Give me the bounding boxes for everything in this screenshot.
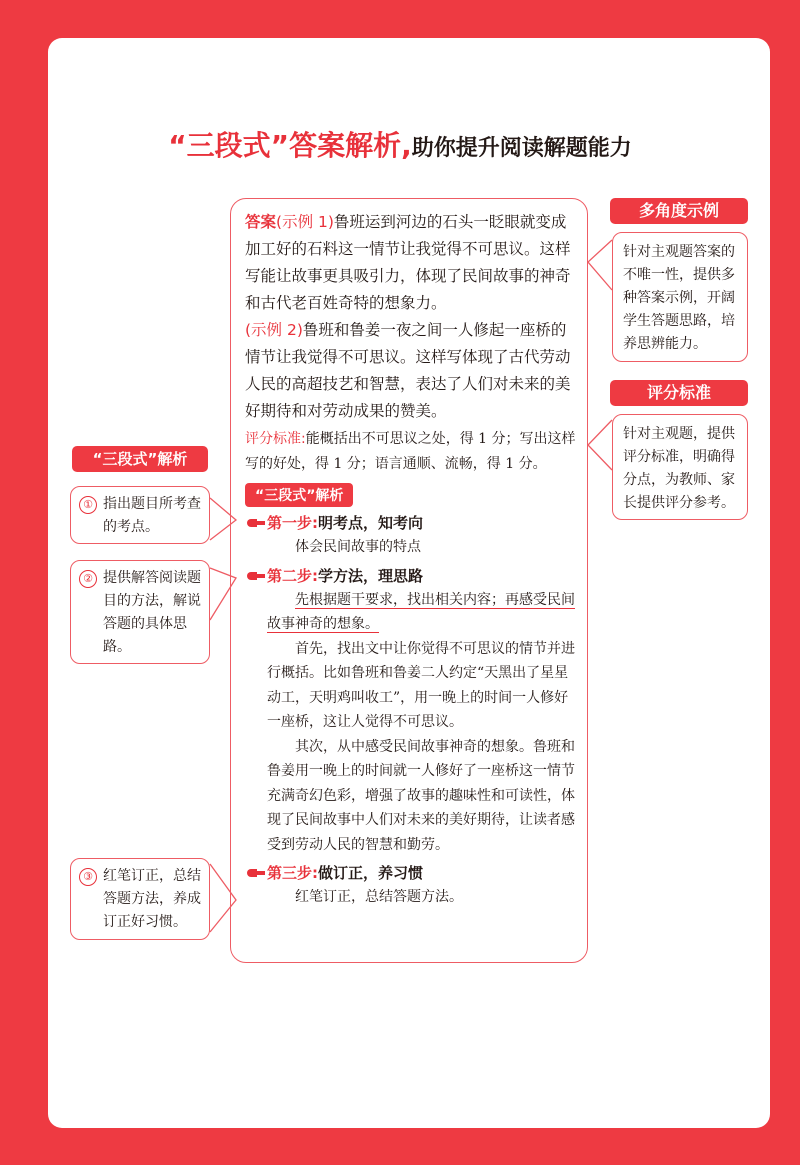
multi-angle-tag: 多角度示例 bbox=[610, 198, 748, 224]
title-black: 助你提升阅读解题能力 bbox=[411, 136, 632, 161]
pin-icon bbox=[247, 519, 257, 527]
score-standard-box: 针对主观题，提供评分标准，明确得分点，为教师、家长提供评分参考。 bbox=[612, 414, 748, 520]
left-item-3-text: 红笔订正，总结答题方法，养成订正好习惯。 bbox=[103, 868, 201, 930]
example-2-label: (示例 2) bbox=[245, 321, 303, 339]
pin-icon bbox=[247, 572, 257, 580]
step-2-num: 第二步: bbox=[267, 566, 318, 585]
step-3-body: 红笔订正，总结答题方法。 bbox=[295, 889, 463, 905]
score-label: 评分标准: bbox=[245, 431, 306, 447]
answer-box bbox=[230, 198, 588, 963]
step-1-heading bbox=[245, 511, 577, 535]
score-standard-tag: 评分标准 bbox=[610, 380, 748, 406]
step-2-underline-text: 先根据题干要求，找出相关内容；再感受民间故事神奇的想象。 bbox=[267, 591, 575, 632]
circle-number-2: ② bbox=[79, 570, 97, 588]
answer-example-2 bbox=[245, 317, 577, 425]
step-1-title: 明考点，知考向 bbox=[318, 514, 424, 532]
multi-angle-box: 针对主观题答案的不唯一性，提供多种答案示例，开阔学生答题思路，培养思辨能力。 bbox=[612, 232, 748, 362]
left-item-3 bbox=[70, 858, 210, 940]
answer-example-1 bbox=[245, 209, 577, 317]
step-2-title: 学方法，理思路 bbox=[318, 566, 424, 585]
example-1-label: (示例 1) bbox=[276, 213, 334, 231]
title-red: “三段式”答案解析, bbox=[168, 129, 412, 162]
example-2-text: 鲁班和鲁姜一夜之间一人修起一座桥的情节让我觉得不可思议。这样写体现了古代劳动人民的高超技艺和智慧，表达了人们对未来的美好期待和对劳动成果的赞美。 bbox=[245, 321, 571, 420]
analysis-tag: “三段式”解析 bbox=[245, 483, 353, 507]
step-1-body: 体会民间故事的特点 bbox=[295, 539, 421, 555]
example-1-text: 鲁班运到河边的石头一眨眼就变成加工好的石料这一情节让我觉得不可思议。这样写能让故事更具吸引力，体现了民间故事的神奇和古代老百姓奇特的想象力。 bbox=[245, 213, 571, 312]
step-3-heading bbox=[245, 861, 577, 885]
step-2-underline bbox=[245, 588, 577, 637]
step-3-num: 第三步: bbox=[267, 864, 318, 882]
step-3-title: 做订正，养习惯 bbox=[318, 864, 424, 882]
left-item-1-text: 指出题目所考查的考点。 bbox=[103, 496, 201, 535]
left-item-2 bbox=[70, 560, 210, 664]
score-criteria bbox=[245, 427, 577, 477]
left-analysis-tag: “三段式”解析 bbox=[72, 446, 208, 472]
circle-number-1: ① bbox=[79, 496, 97, 514]
circle-number-3: ③ bbox=[79, 868, 97, 886]
answer-label: 答案 bbox=[245, 213, 277, 231]
step-2-paragraph-2: 其次，从中感受民间故事神奇的想象。鲁班和鲁姜用一晚上的时间就一人修好了一座桥这一情节充满奇幻色彩，增强了故事的趣味性和可读性，体现了民间故事中人们对未来的美好期待，让读者感受到劳动人民的智慧和勤劳。 bbox=[267, 738, 575, 853]
score-text: 能概括出不可思议之处，得 1 分；写出这样写的好处，得 1 分；语言通顺、流畅，得 1 分。 bbox=[245, 431, 576, 472]
step-2-paragraph-1: 首先，找出文中让你觉得不可思议的情节并进行概括。比如鲁班和鲁姜二人约定“天黑出了星星动工，天明鸡叫收工”，用一晚上的时间一人修好一座桥，这让人觉得不可思议。 bbox=[267, 640, 575, 730]
step-1-num: 第一步: bbox=[267, 514, 318, 532]
pin-icon bbox=[247, 869, 257, 877]
left-item-1 bbox=[70, 486, 210, 544]
left-item-2-text: 提供解答阅读题目的方法，解说答题的具体思路。 bbox=[103, 570, 201, 655]
step-2-heading bbox=[245, 564, 577, 588]
